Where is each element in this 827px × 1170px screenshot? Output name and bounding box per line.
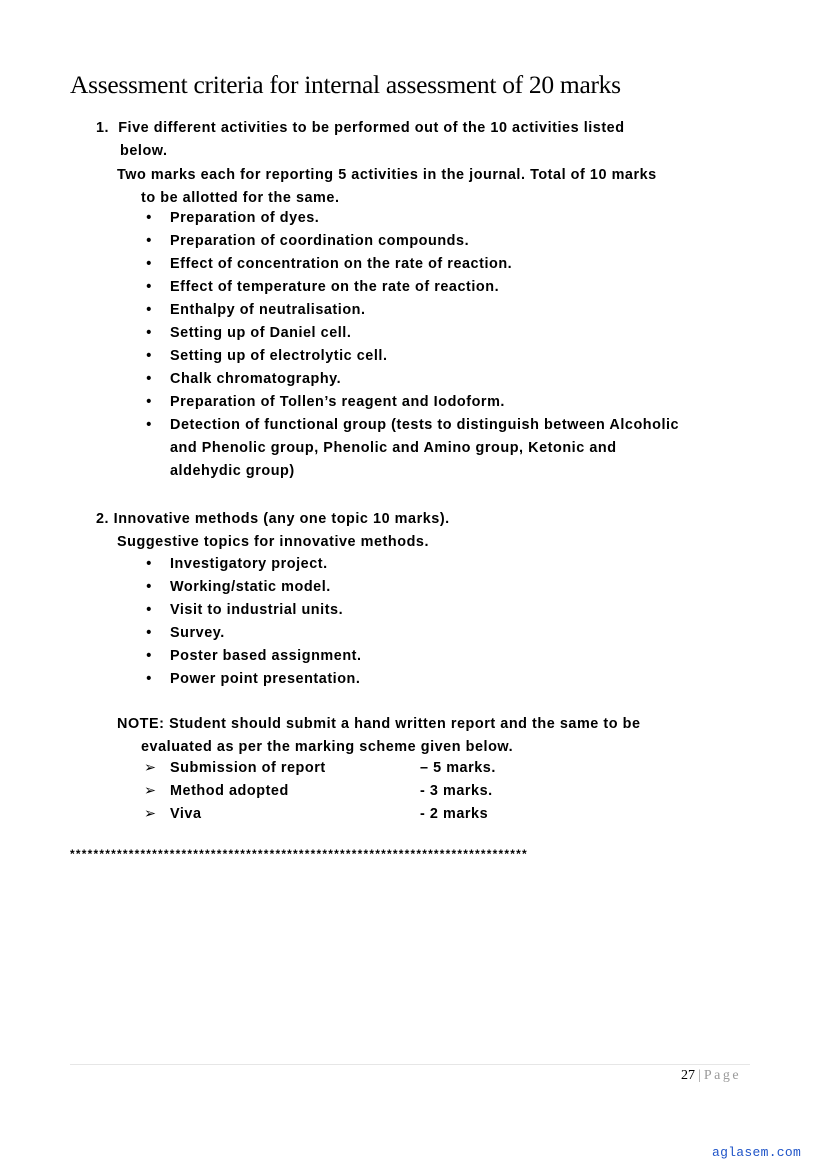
bullet-icon: • <box>146 279 152 295</box>
innovative-methods-list <box>144 553 362 691</box>
section1-intro <box>117 164 657 210</box>
list-item: • Visit to industrial units. <box>144 599 362 622</box>
bullet-icon: • <box>146 602 152 618</box>
bullet-icon: • <box>146 671 152 687</box>
bullet-icon: • <box>146 256 152 272</box>
bullet-icon: • <box>146 371 152 387</box>
bullet-icon: • <box>146 394 152 410</box>
page-footer <box>681 1068 741 1084</box>
list-item: • Poster based assignment. <box>144 645 362 668</box>
section1-number: 1. <box>96 120 110 136</box>
marking-scheme-list <box>144 757 496 826</box>
arrow-bullet-icon: ➢ <box>144 783 157 799</box>
bullet-icon: • <box>146 302 152 318</box>
note-block <box>117 713 641 759</box>
watermark-link[interactable]: aglasem.com <box>712 1145 802 1160</box>
bullet-icon: • <box>146 556 152 572</box>
list-item: • Power point presentation. <box>144 668 362 691</box>
activities-list <box>144 207 679 483</box>
list-item: • Setting up of electrolytic cell. <box>144 345 679 368</box>
arrow-bullet-icon: ➢ <box>144 760 157 776</box>
section2-heading: 2. Innovative methods (any one topic 10 marks). <box>96 511 450 527</box>
bullet-icon: • <box>146 417 152 433</box>
list-item: • Preparation of dyes. <box>144 207 679 230</box>
arrow-bullet-icon: ➢ <box>144 806 157 822</box>
list-item: • Detection of functional group (tests to distinguish between Alcoholic and Phenolic group, Phenolic and Amino group, Ketonic and aldehydic group) <box>144 414 679 483</box>
bullet-icon: • <box>146 648 152 664</box>
list-item: ➢ Method adopted - 3 marks. <box>144 780 326 803</box>
bullet-icon: • <box>146 210 152 226</box>
bullet-icon: • <box>146 233 152 249</box>
page-label: Page <box>703 1068 742 1083</box>
section1-heading-line1: Five different activities to be performed out of the 10 activities listed <box>118 120 625 136</box>
list-item: • Enthalpy of neutralisation. <box>144 299 679 322</box>
page-title: Assessment criteria for internal assessment of 20 marks <box>70 70 621 99</box>
list-item: • Chalk chromatography. <box>144 368 679 391</box>
bullet-icon: • <box>146 348 152 364</box>
list-item: ➢ Viva - 2 marks <box>144 803 326 826</box>
list-item: • Preparation of Tollen’s reagent and Iodoform. <box>144 391 679 414</box>
list-item: • Working/static model. <box>144 576 362 599</box>
section2-subheading: Suggestive topics for innovative methods. <box>117 534 430 550</box>
page-number: 27 <box>681 1068 695 1083</box>
section1-heading-line2: below. <box>120 143 168 159</box>
bullet-icon: • <box>146 579 152 595</box>
section1-intro-line2: to be allotted for the same. <box>141 190 340 206</box>
section1-intro-line1: Two marks each for reporting 5 activities in the journal. Total of 10 marks <box>117 167 657 183</box>
list-item: • Effect of concentration on the rate of reaction. <box>144 253 679 276</box>
note-line2: evaluated as per the marking scheme given below. <box>141 739 514 755</box>
separator-stars: ****************************************************************************** <box>70 847 528 861</box>
list-item: • Investigatory project. <box>144 553 362 576</box>
section1-heading <box>96 117 625 163</box>
note-line1: NOTE: Student should submit a hand written report and the same to be <box>117 716 641 732</box>
bullet-icon: • <box>146 325 152 341</box>
list-item: • Preparation of coordination compounds. <box>144 230 679 253</box>
bullet-icon: • <box>146 625 152 641</box>
list-item: • Effect of temperature on the rate of reaction. <box>144 276 679 299</box>
list-item: ➢ Submission of report – 5 marks. <box>144 757 326 780</box>
footer-divider <box>70 1064 750 1065</box>
footer-separator: | <box>698 1068 701 1083</box>
list-item: • Survey. <box>144 622 362 645</box>
list-item: • Setting up of Daniel cell. <box>144 322 679 345</box>
